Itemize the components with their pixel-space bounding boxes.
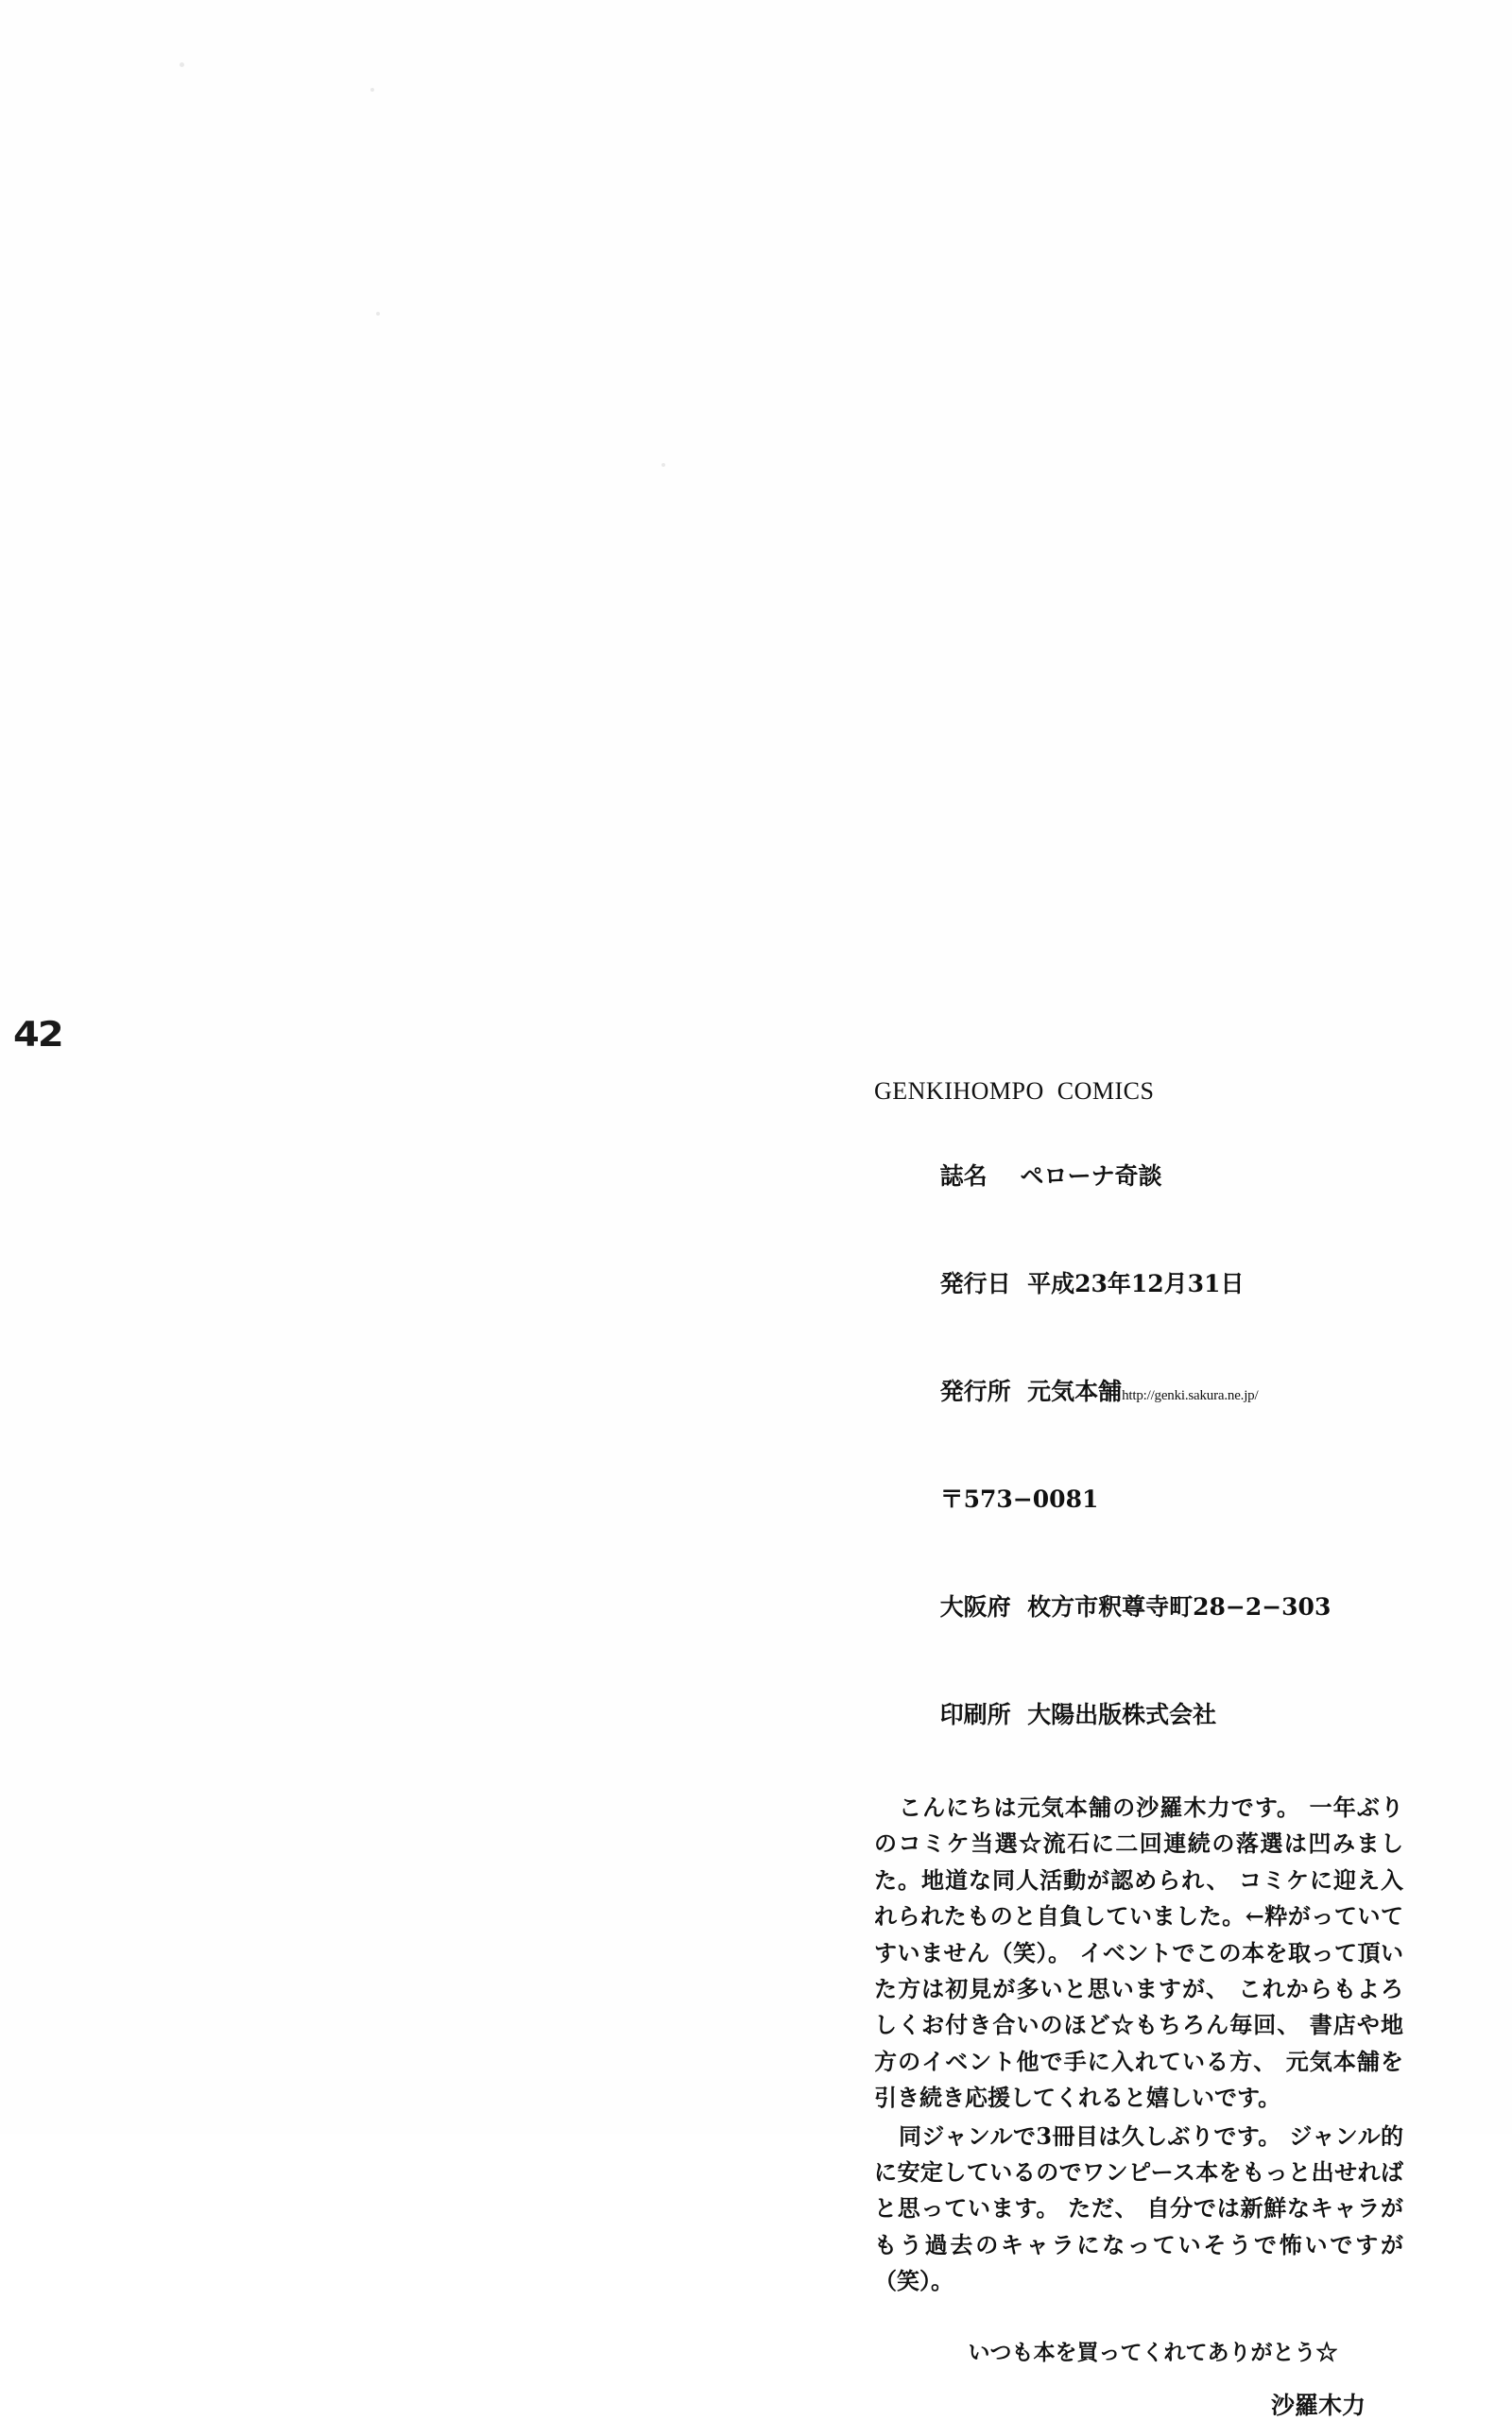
meta-value-postcode: 〒573−0081: [939, 1485, 1099, 1513]
meta-value-title: ペローナ奇談: [1020, 1162, 1162, 1190]
meta-label-publisher: 発行所: [939, 1378, 1011, 1405]
meta-row-postcode: [874, 1446, 1403, 1554]
meta-value-date: 平成23年12月31日: [1027, 1270, 1245, 1297]
afterword-text: [874, 1790, 1403, 2299]
paper-speck: [376, 312, 380, 316]
imprint-title: GENKIHOMPO COMICS: [874, 1077, 1155, 1105]
publisher-website-url[interactable]: http://genki.sakura.ne.jp/: [1122, 1388, 1259, 1403]
meta-label-prefecture: 大阪府: [939, 1593, 1011, 1621]
meta-row-date: [874, 1230, 1403, 1338]
paper-speck: [662, 463, 665, 467]
meta-label-date: 発行日: [939, 1270, 1011, 1297]
meta-label-title: 誌名: [939, 1162, 988, 1190]
meta-value-publisher: 元気本舗: [1027, 1378, 1123, 1405]
afterword-paragraph: 同ジャンルで3冊目は久しぶりです。 ジャンル的に安定しているのでワンピース本をもっと出せればと思っています。 ただ、 自分では新鮮なキャラがもう過去のキャラになっていそうで怖いですが（笑）。: [874, 2121, 1403, 2295]
meta-value-printer: 大陽出版株式会社: [1027, 1701, 1217, 1728]
meta-row-printer: [874, 1661, 1403, 1769]
meta-label-printer: 印刷所: [939, 1701, 1011, 1728]
thanks-message: いつも本を買ってくれてありがとう☆: [968, 2340, 1338, 2366]
paper-speck: [180, 62, 184, 67]
meta-value-address: 枚方市釈尊寺町28−2−303: [1027, 1593, 1332, 1621]
colophon-block: [874, 1077, 1403, 2421]
page-number: 42: [13, 1014, 62, 1056]
afterword-paragraph: こんにちは元気本舗の沙羅木力です。 一年ぶりのコミケ当選☆流石に二回連続の落選は凹みました。地道な同人活動が認められ、 コミケに迎え入れられたものと自負していました。←粋がっていてすいません（笑）。 イベントでこの本を取って頂いた方は初見が多いと思いますが、 これからもよろしくお付き合いのほど☆もちろん毎回、 書店や地方のイベント他で手に入れている方、 元気本舗を引き続き応援してくれると嬉しいです。: [874, 1794, 1403, 2112]
meta-row-address: [874, 1554, 1403, 1661]
meta-row-title: [874, 1123, 1403, 1230]
paper-speck: [370, 88, 374, 92]
author-signature: 沙羅木力: [1270, 2392, 1366, 2420]
meta-row-publisher: [874, 1338, 1403, 1446]
colophon-meta-list: [874, 1123, 1403, 1769]
